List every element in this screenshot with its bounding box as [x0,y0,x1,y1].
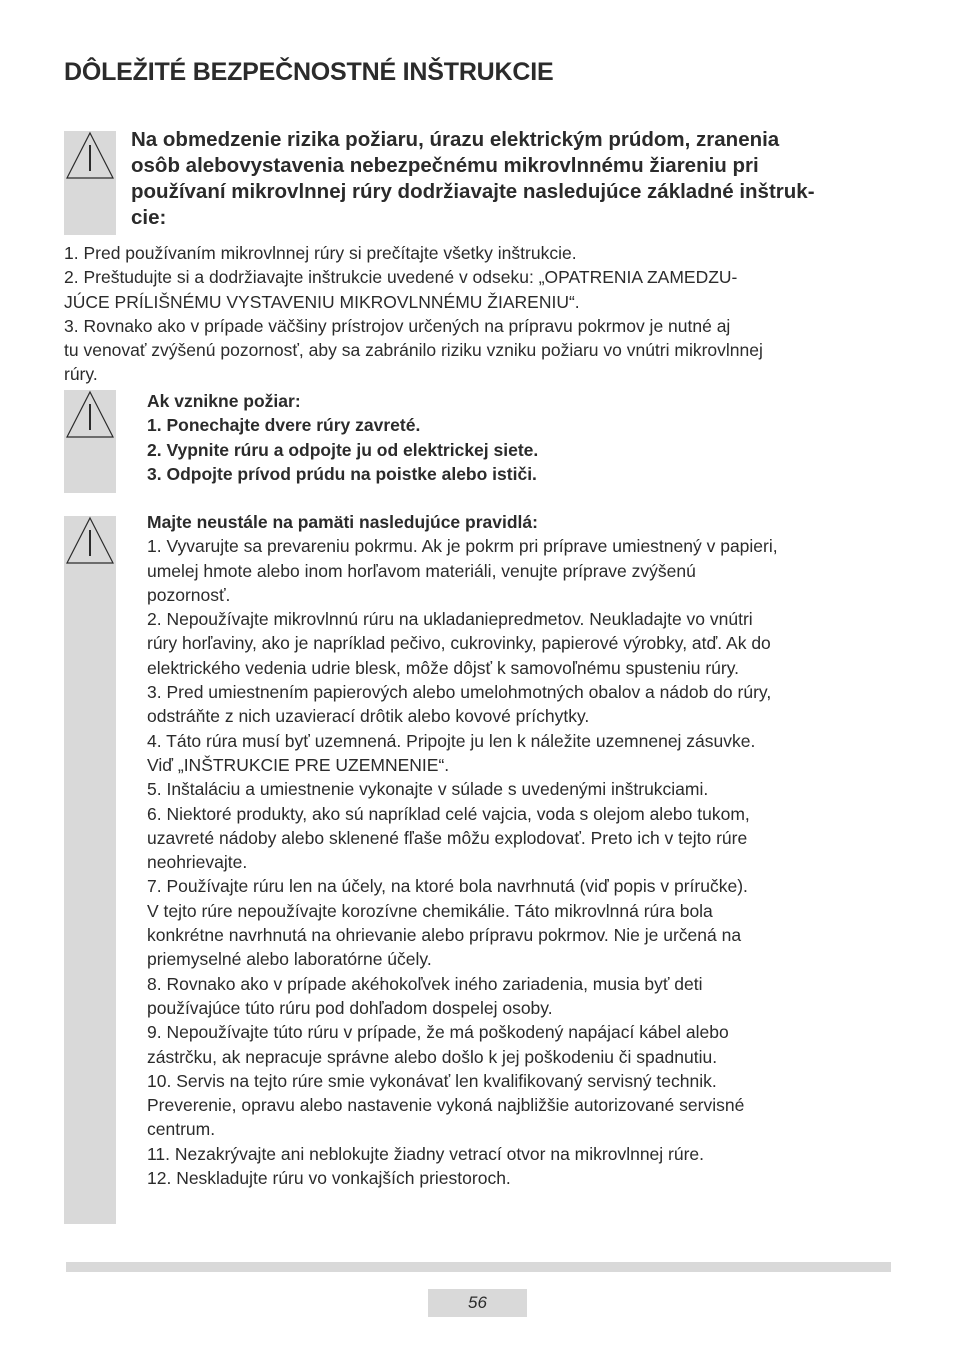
general-line: 1. Pred používaním mikrovlnnej rúry si prečítajte všetky inštrukcie. [64,243,577,263]
page-title: DÔLEŽITÉ BEZPEČNOSTNÉ INŠTRUKCIE [64,58,554,86]
footer-divider [66,1262,891,1272]
rules-line: 11. Nezakrývajte ani neblokujte žiadny vetrací otvor na mikrovlnnej rúre. [147,1143,705,1164]
warning-sidebar-fire [64,390,116,493]
fire-step: 1. Ponechajte dvere rúry zavreté. [147,415,421,436]
rules-line: 6. Niektoré produkty, ako sú napríklad celé vajcia, voda s olejom alebo tukom, [147,803,750,824]
rules-line: 9. Nepoužívajte túto rúru v prípade, že má poškodený napájací kábel alebo [147,1022,729,1043]
warning-sidebar-intro [64,131,116,235]
rules-line: 5. Inštaláciu a umiestnenie vykonajte v súlade s uvedenými inštrukciami. [147,779,709,800]
general-instructions [64,241,894,387]
rules-line: rúry horľaviny, ako je napríklad pečivo, cukrovinky, papierové výrobky, atď. Ak do [147,633,771,654]
rules-line: centrum. [147,1119,216,1140]
rules-line: odstráňte z nich uzavierací drôtik alebo kovové príchytky. [147,706,590,727]
rules-list [147,510,897,1190]
fire-step: 2. Vypnite rúru a odpojte ju od elektrickej siete. [147,439,539,460]
rules-line: Preverenie, opravu alebo nastavenie vykoná najbližšie autorizované servisné [147,1095,745,1116]
rules-line: 7. Používajte rúru len na účely, na ktoré bola navrhnutá (viď popis v príručke). [147,876,748,897]
rules-line: zástrčku, ak nepracuje správne alebo došlo k jej poškodeniu či spadnutiu. [147,1046,718,1067]
rules-line: 4. Táto rúra musí byť uzemnená. Pripojte ju len k náležite uzemnenej zásuvke. [147,730,756,751]
rules-line: umelej hmote alebo inom horľavom materiáli, venujte príprave zvýšenú [147,560,696,581]
rules-line: 3. Pred umiestnením papierových alebo umelohmotných obalov a nádob do rúry, [147,682,772,703]
rules-line: Viď „INŠTRUKCIE PRE UZEMNENIE“. [147,754,450,775]
rules-line: 1. Vyvarujte sa prevareniu pokrmu. Ak je pokrm pri príprave umiestnený v papieri, [147,536,778,557]
rules-line: 12. Neskladujte rúru vo vonkajších priestoroch. [147,1168,511,1189]
rules-line: konkrétne navrhnutá na ohrievanie alebo prípravu pokrmov. Nie je určená na [147,925,742,946]
intro-line: Na obmedzenie rizika požiaru, úrazu elektrickým prúdom, zranenia [131,128,780,151]
rules-line: 2. Nepoužívajte mikrovlnnú rúru na ukladaniepredmetov. Neukladajte vo vnútri [147,609,753,630]
fire-heading: Ak vznikne požiar: [147,391,301,411]
general-line: tu venovať zvýšenú pozornosť, aby sa zabránilo riziku vzniku požiaru vo vnútri mikrovlnnej [64,340,763,361]
general-line: rúry. [64,364,98,385]
warning-triangle-icon [65,390,115,438]
warning-triangle-icon [65,516,115,564]
rules-line: neohrievajte. [147,852,248,873]
rules-line: 8. Rovnako ako v prípade akéhokoľvek iného zariadenia, musia byť deti [147,973,703,994]
fire-step: 3. Odpojte prívod prúdu na poistke alebo ističi. [147,463,537,484]
rules-heading: Majte neustále na pamäti nasledujúce pravidlá: [147,512,538,532]
warning-sidebar-rules [64,516,116,1224]
warning-triangle-icon [65,131,115,179]
intro-text [131,127,901,231]
general-line: 3. Rovnako ako v prípade väčšiny prístrojov určených na prípravu pokrmov je nutné aj [64,315,731,336]
general-line: JÚCE PRÍLIŠNÉMU VYSTAVENIU MIKROVLNNÉMU ŽIARENIU“. [64,291,580,312]
fire-instructions [147,389,897,486]
intro-line: používaní mikrovlnnej rúry dodržiavajte nasledujúce základné inštruk- [131,180,815,203]
rules-line: používajúce túto rúru pod dohľadom dospelej osoby. [147,997,553,1018]
rules-line: elektrického vedenia udrie blesk, môže dôjsť k samovoľnému spusteniu rúry. [147,657,740,678]
intro-line: cie: [131,206,167,229]
rules-line: priemyselné alebo laboratórne účely. [147,949,432,970]
rules-line: V tejto rúre nepoužívajte korozívne chemikálie. Táto mikrovlnná rúra bola [147,900,713,921]
rules-line: pozornosť. [147,584,231,605]
rules-line: uzavreté nádoby alebo sklenené fľaše môžu explodovať. Preto ich v tejto rúre [147,827,748,848]
general-line: 2. Preštudujte si a dodržiavajte inštrukcie uvedené v odseku: „OPATRENIA ZAMEDZU- [64,267,738,288]
intro-line: osôb alebovystavenia nebezpečnému mikrovlnnému žiareniu pri [131,154,759,177]
rules-line: 10. Servis na tejto rúre smie vykonávať len kvalifikovaný servisný technik. [147,1070,717,1091]
page-number: 56 [428,1289,527,1317]
